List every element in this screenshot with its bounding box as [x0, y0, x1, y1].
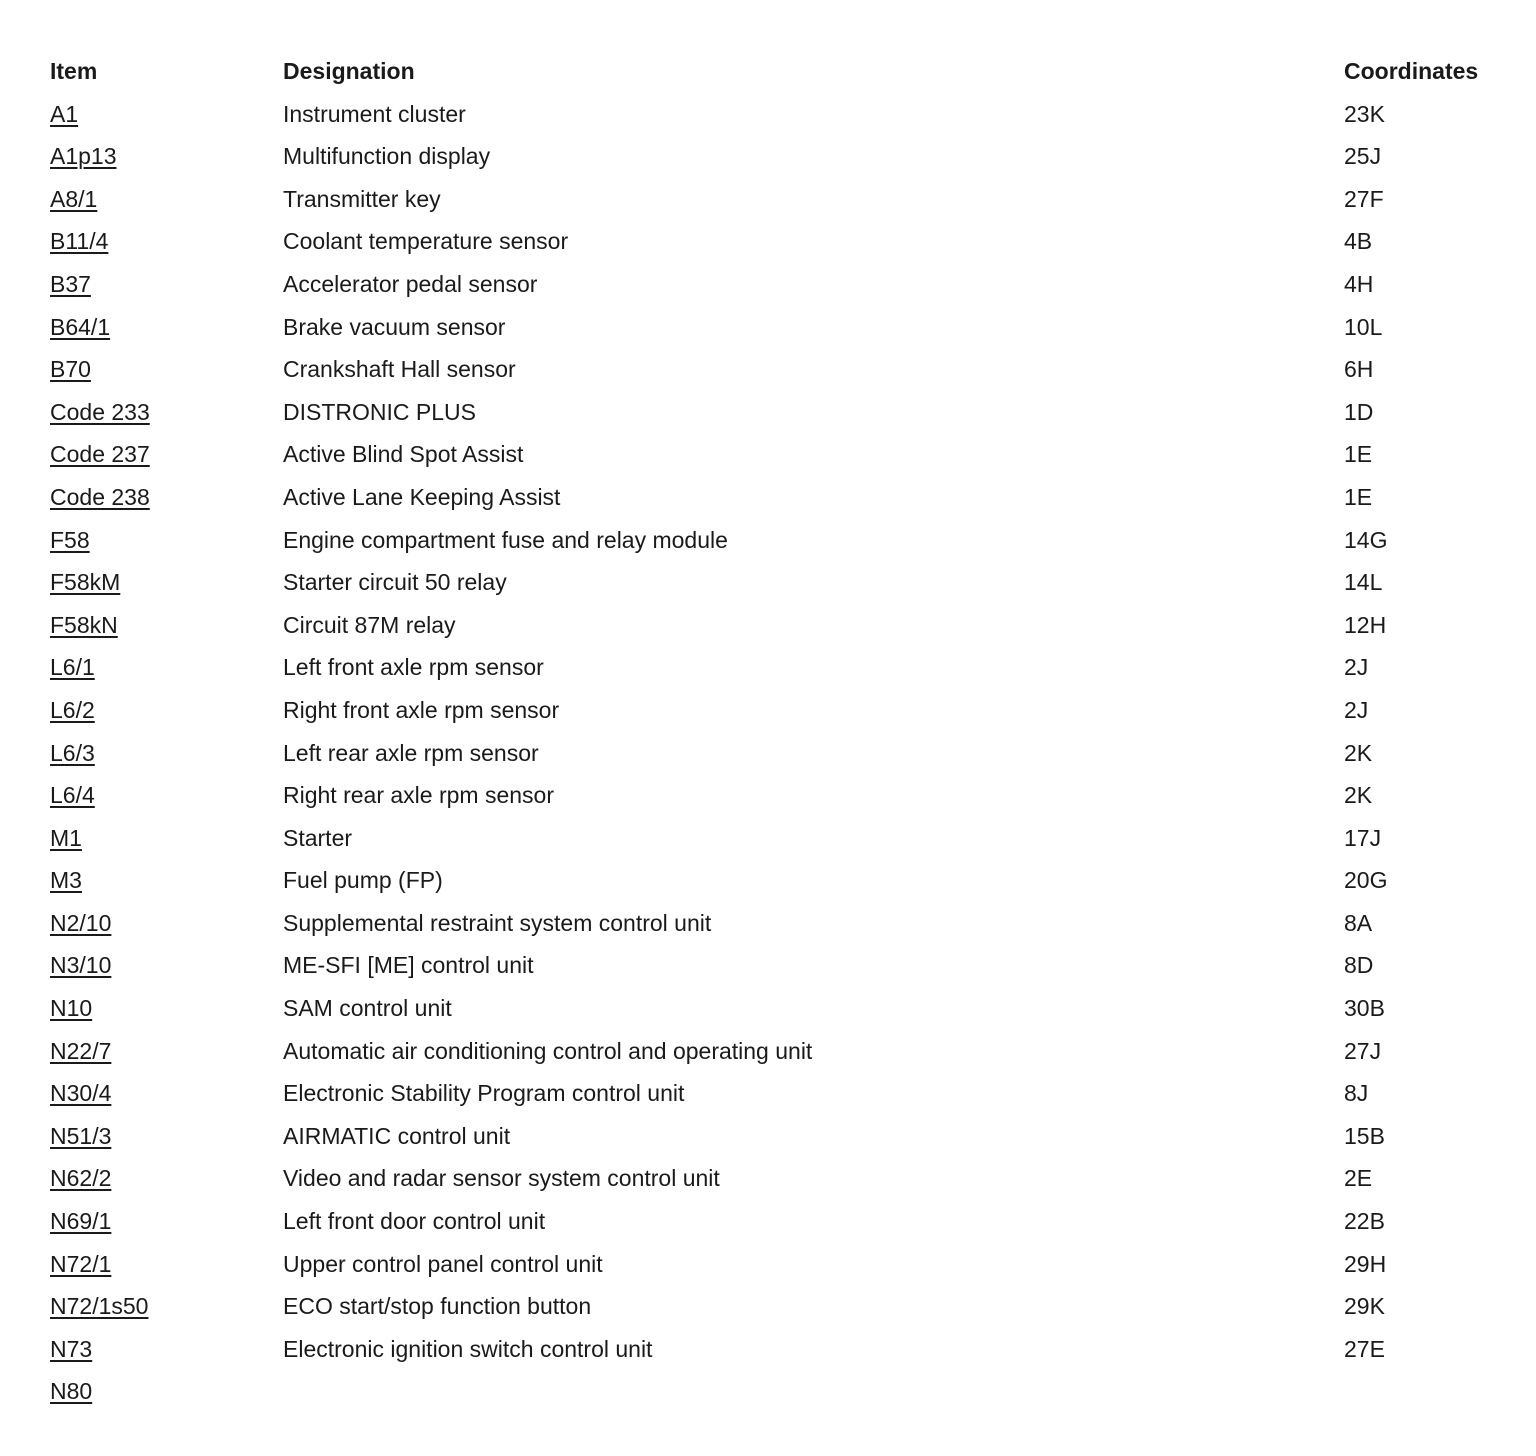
table-row	[50, 902, 1520, 945]
table-row	[50, 689, 1520, 732]
table-row	[50, 1200, 1520, 1243]
table-row	[50, 561, 1520, 604]
table-row	[50, 1370, 1520, 1413]
item-link[interactable]: B70	[50, 356, 91, 383]
designation-cell: Instrument cluster	[283, 100, 466, 127]
coordinates-cell: 29K	[1344, 1293, 1385, 1320]
coordinates-cell: 2K	[1344, 782, 1373, 809]
table-row	[50, 519, 1520, 562]
designation-cell: Right rear axle rpm sensor	[283, 782, 554, 809]
designation-cell: Fuel pump (FP)	[283, 867, 443, 894]
coordinates-cell: 8J	[1344, 1080, 1369, 1107]
item-link[interactable]: B11/4	[50, 228, 109, 255]
item-link[interactable]: N22/7	[50, 1037, 112, 1064]
designation-cell: Coolant temperature sensor	[283, 228, 569, 255]
item-link[interactable]: N3/10	[50, 952, 112, 979]
item-link[interactable]: N72/1s50	[50, 1293, 149, 1320]
header-designation: Designation	[283, 58, 415, 84]
table-row	[50, 1243, 1520, 1286]
table-row	[50, 1030, 1520, 1073]
coordinates-cell: 27E	[1344, 1335, 1385, 1362]
coordinates-cell: 8A	[1344, 909, 1373, 936]
component-legend-table	[50, 50, 1520, 1413]
item-link[interactable]: L6/1	[50, 654, 95, 681]
coordinates-cell: 10L	[1344, 313, 1383, 340]
designation-cell: Circuit 87M relay	[283, 611, 456, 638]
designation-cell: Supplemental restraint system control unit	[283, 909, 712, 936]
item-link[interactable]: N72/1	[50, 1250, 112, 1277]
designation-cell: Active Blind Spot Assist	[283, 441, 524, 468]
coordinates-cell: 23K	[1344, 100, 1385, 127]
table-row	[50, 306, 1520, 349]
coordinates-cell: 12H	[1344, 611, 1387, 638]
item-link[interactable]: N69/1	[50, 1208, 112, 1235]
coordinates-cell: 25J	[1344, 143, 1382, 170]
coordinates-cell: 2J	[1344, 696, 1369, 723]
table-row	[50, 859, 1520, 902]
table-row	[50, 178, 1520, 221]
item-link[interactable]: Code 237	[50, 441, 150, 468]
table-row	[50, 348, 1520, 391]
table-row	[50, 774, 1520, 817]
table-row	[50, 433, 1520, 476]
item-link[interactable]: M3	[50, 867, 82, 894]
table-row	[50, 1072, 1520, 1115]
table-row	[50, 944, 1520, 987]
designation-cell: Electronic Stability Program control unit	[283, 1080, 685, 1107]
item-link[interactable]: A1p13	[50, 143, 117, 170]
coordinates-cell: 22B	[1344, 1208, 1385, 1235]
table-row	[50, 476, 1520, 519]
coordinates-cell: 4H	[1344, 270, 1374, 297]
table-row	[50, 817, 1520, 860]
table-row	[50, 1157, 1520, 1200]
designation-cell: Right front axle rpm sensor	[283, 696, 560, 723]
coordinates-cell: 15B	[1344, 1122, 1385, 1149]
designation-cell: Accelerator pedal sensor	[283, 270, 538, 297]
coordinates-cell: 2E	[1344, 1165, 1373, 1192]
item-link[interactable]: N80	[50, 1378, 93, 1405]
designation-cell: ME-SFI [ME] control unit	[283, 952, 534, 979]
item-link[interactable]: F58kM	[50, 569, 121, 596]
coordinates-cell: 27J	[1344, 1037, 1382, 1064]
item-link[interactable]: L6/2	[50, 696, 95, 723]
table-row	[50, 646, 1520, 689]
header-item: Item	[50, 58, 98, 84]
table-row	[50, 987, 1520, 1030]
designation-cell: Left rear axle rpm sensor	[283, 739, 539, 766]
table-row	[50, 391, 1520, 434]
coordinates-cell: 14G	[1344, 526, 1388, 553]
item-link[interactable]: F58kN	[50, 611, 118, 638]
table-row	[50, 1285, 1520, 1328]
item-link[interactable]: N30/4	[50, 1080, 112, 1107]
table-row	[50, 263, 1520, 306]
table-row	[50, 135, 1520, 178]
coordinates-cell: 29H	[1344, 1250, 1387, 1277]
coordinates-cell: 1D	[1344, 398, 1374, 425]
designation-cell: Multifunction display	[283, 143, 491, 170]
designation-cell: Brake vacuum sensor	[283, 313, 506, 340]
designation-cell: Active Lane Keeping Assist	[283, 483, 561, 510]
item-link[interactable]: N51/3	[50, 1122, 112, 1149]
header-coordinates: Coordinates	[1344, 58, 1479, 84]
item-link[interactable]: Code 233	[50, 398, 150, 425]
table-row	[50, 604, 1520, 647]
coordinates-cell: 2K	[1344, 739, 1373, 766]
coordinates-cell: 27F	[1344, 185, 1384, 212]
coordinates-cell: 2J	[1344, 654, 1369, 681]
designation-cell: Crankshaft Hall sensor	[283, 356, 516, 383]
table-row	[50, 732, 1520, 775]
item-link[interactable]: Code 238	[50, 483, 150, 510]
coordinates-cell: 1E	[1344, 483, 1373, 510]
item-link[interactable]: A8/1	[50, 185, 98, 212]
designation-cell: Transmitter key	[283, 185, 441, 212]
table-row	[50, 1115, 1520, 1158]
item-link[interactable]: F58	[50, 526, 90, 553]
item-link[interactable]: M1	[50, 824, 82, 851]
designation-cell: Starter	[283, 824, 353, 851]
item-link[interactable]: N2/10	[50, 909, 112, 936]
table-header-row	[50, 50, 1520, 93]
item-link[interactable]: B37	[50, 270, 91, 297]
coordinates-cell: 14L	[1344, 569, 1383, 596]
designation-cell: Upper control panel control unit	[283, 1250, 603, 1277]
table-row	[50, 93, 1520, 136]
coordinates-cell: 4B	[1344, 228, 1373, 255]
designation-cell: Starter circuit 50 relay	[283, 569, 507, 596]
table-row	[50, 1328, 1520, 1371]
coordinates-cell: 6H	[1344, 356, 1374, 383]
coordinates-cell: 17J	[1344, 824, 1382, 851]
coordinates-cell: 1E	[1344, 441, 1373, 468]
designation-cell: DISTRONIC PLUS	[283, 398, 476, 425]
designation-cell: SAM control unit	[283, 995, 452, 1022]
designation-cell: Left front door control unit	[283, 1208, 546, 1235]
designation-cell: Automatic air conditioning control and operating unit	[283, 1037, 813, 1064]
designation-cell: Electronic ignition switch control unit	[283, 1335, 653, 1362]
item-link[interactable]: N62/2	[50, 1165, 112, 1192]
item-link[interactable]: N73	[50, 1335, 93, 1362]
item-link[interactable]: N10	[50, 995, 93, 1022]
coordinates-cell: 8D	[1344, 952, 1374, 979]
designation-cell: Video and radar sensor system control unit	[283, 1165, 720, 1192]
item-link[interactable]: A1	[50, 100, 79, 127]
designation-cell: ECO start/stop function button	[283, 1293, 592, 1320]
item-link[interactable]: B64/1	[50, 313, 111, 340]
table-row	[50, 220, 1520, 263]
designation-cell: AIRMATIC control unit	[283, 1122, 511, 1149]
designation-cell: Engine compartment fuse and relay module	[283, 526, 728, 553]
designation-cell: Left front axle rpm sensor	[283, 654, 544, 681]
coordinates-cell: 30B	[1344, 995, 1385, 1022]
coordinates-cell: 20G	[1344, 867, 1388, 894]
item-link[interactable]: L6/4	[50, 782, 95, 809]
table-body	[50, 93, 1520, 1413]
item-link[interactable]: L6/3	[50, 739, 95, 766]
